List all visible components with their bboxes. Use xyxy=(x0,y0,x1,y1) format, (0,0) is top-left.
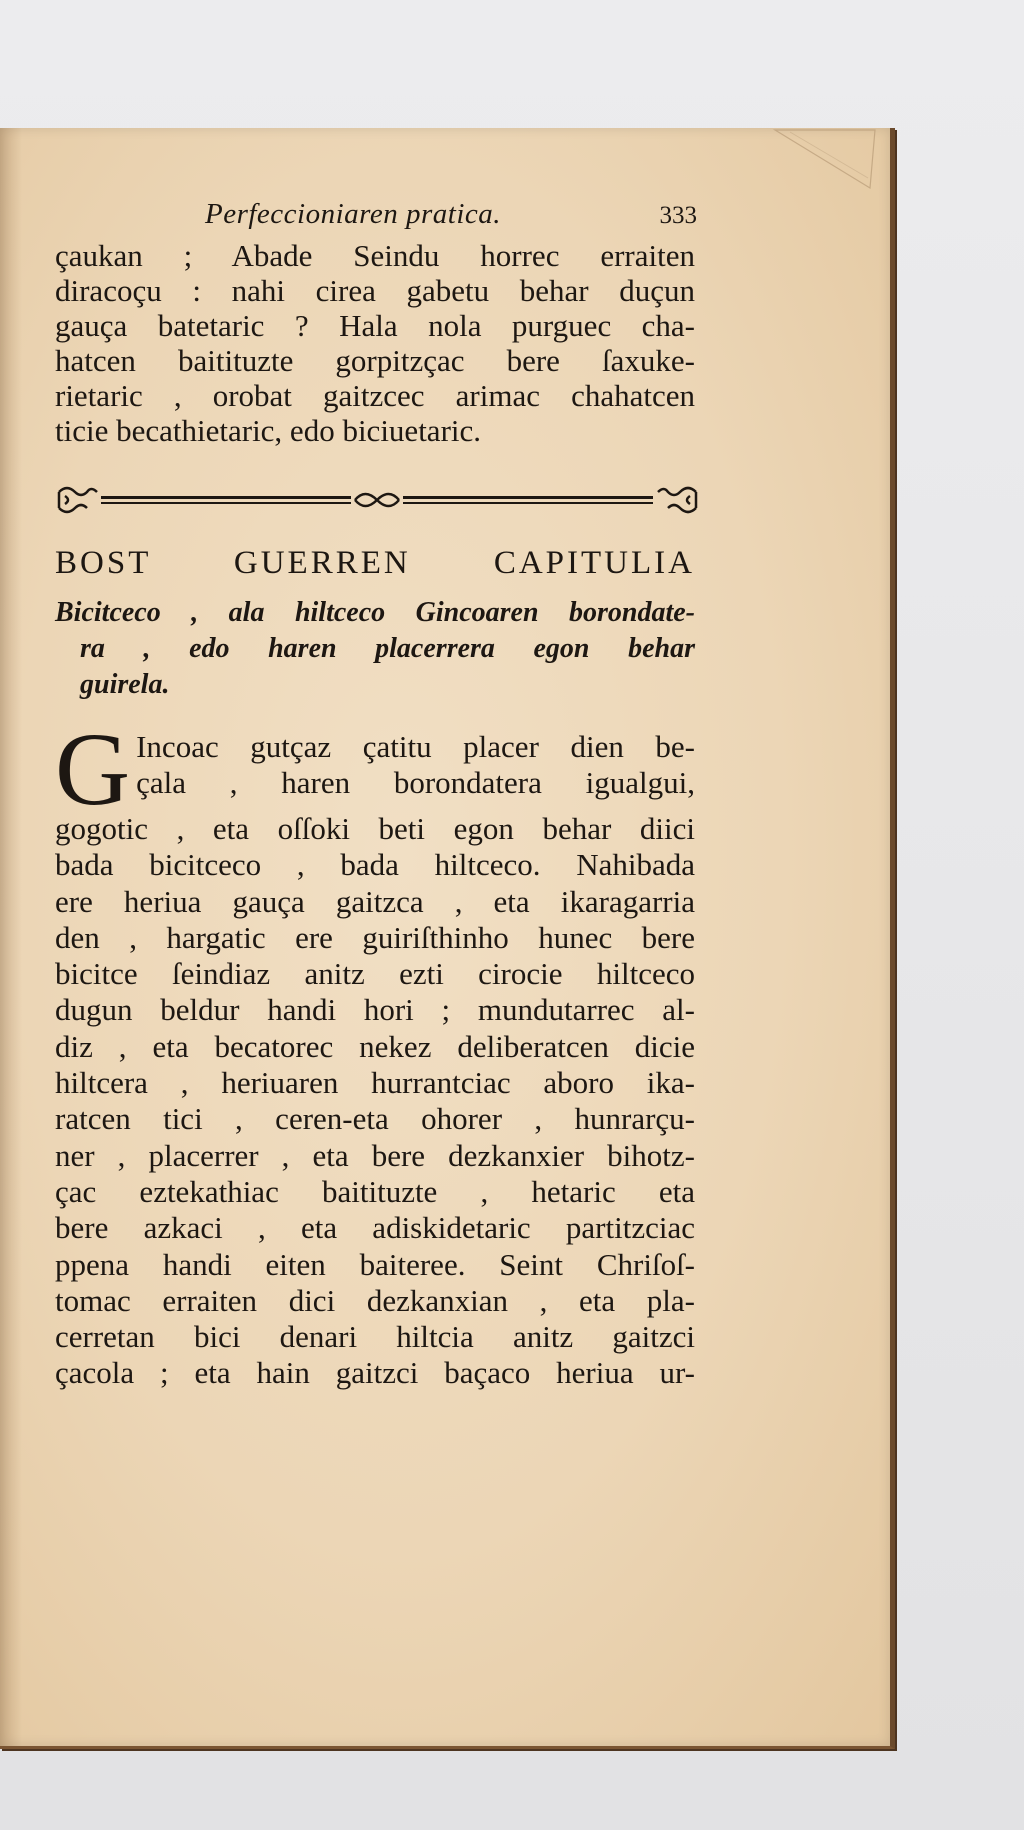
text-line: ere heriua gauça gaitzca , eta ikaragarria xyxy=(55,883,695,919)
body-paragraph xyxy=(55,712,695,1392)
text-line: çac eztekathiac baitituzte , hetaric eta xyxy=(55,1173,695,1209)
text-line: ppena handi eiten baiteree. Seint Chriſoſ- xyxy=(55,1246,695,1282)
text-line: çaukan ; Abade Seindu horrec erraiten xyxy=(55,238,695,273)
page-number: 333 xyxy=(659,202,697,229)
text-line: ner , placerrer , eta bere dezkanxier bihotz- xyxy=(55,1137,695,1173)
page-corner-crease xyxy=(770,128,880,198)
text-line: bada bicitceco , bada hiltceco. Nahibada xyxy=(55,847,695,883)
page-gutter-shadow xyxy=(0,128,22,1746)
chapter-subtitle xyxy=(55,595,695,703)
text-line: bicitce ſeindiaz anitz ezti cirocie hiltceco xyxy=(55,956,695,992)
book-page xyxy=(0,128,895,1749)
text-line: cerretan bici denari hiltcia anitz gaitzci xyxy=(55,1319,695,1355)
drop-cap: G xyxy=(55,712,131,827)
text-line: dugun beldur handi hori ; mundutarrec al- xyxy=(55,992,695,1028)
text-line: gogotic , eta oſſoki beti egon behar diici xyxy=(55,811,695,846)
running-head-title: Perfeccionіaren pratica. xyxy=(205,198,502,230)
running-head xyxy=(55,198,695,238)
text-block xyxy=(55,198,695,1392)
text-line: ratcen tici , ceren-eta ohorer , hunrarçu- xyxy=(55,1101,695,1137)
chapter-title: BOST GUERREN CAPITULIA xyxy=(55,545,695,581)
text-line: çala , haren borondatera igualgui, xyxy=(136,765,695,801)
text-line: tomac erraiten dici dezkanxian , eta pla- xyxy=(55,1282,695,1318)
text-line: diracoçu : nahi cirea gabetu behar duçun xyxy=(55,273,695,308)
text-line: çacola ; eta hain gaitzci baçaco heriua ur- xyxy=(55,1355,695,1391)
text-line: Incoac gutçaz çatitu placer dien be- xyxy=(136,729,695,764)
ornamental-rule xyxy=(55,482,700,518)
top-paragraph xyxy=(55,238,695,448)
text-line: diz , eta becatorec nekez deliberatcen dicie xyxy=(55,1028,695,1064)
subtitle-line: guirela. xyxy=(80,669,170,700)
text-line: bere azkaci , eta adiskidetaric partitzciac xyxy=(55,1210,695,1246)
text-line: gauça batetaric ? Hala nola purguec cha- xyxy=(55,308,695,343)
text-line: hatcen baitituzte gorpitzçac bere ſaxuke- xyxy=(55,343,695,378)
text-line: ticie becathietaric, edo biciuetaric. xyxy=(55,413,482,448)
text-line: rietaric , orobat gaitzcec arimac chahatcen xyxy=(55,378,695,413)
subtitle-line: Bicitceco , ala hiltceco Gincoaren borondate- xyxy=(55,597,695,628)
subtitle-line: ra , edo haren placerrera egon behar xyxy=(80,633,695,664)
text-line: hiltcera , heriuaren hurrantciac aboro ika- xyxy=(55,1065,695,1101)
text-line: den , hargatic ere guiriſthinho hunec bere xyxy=(55,919,695,955)
